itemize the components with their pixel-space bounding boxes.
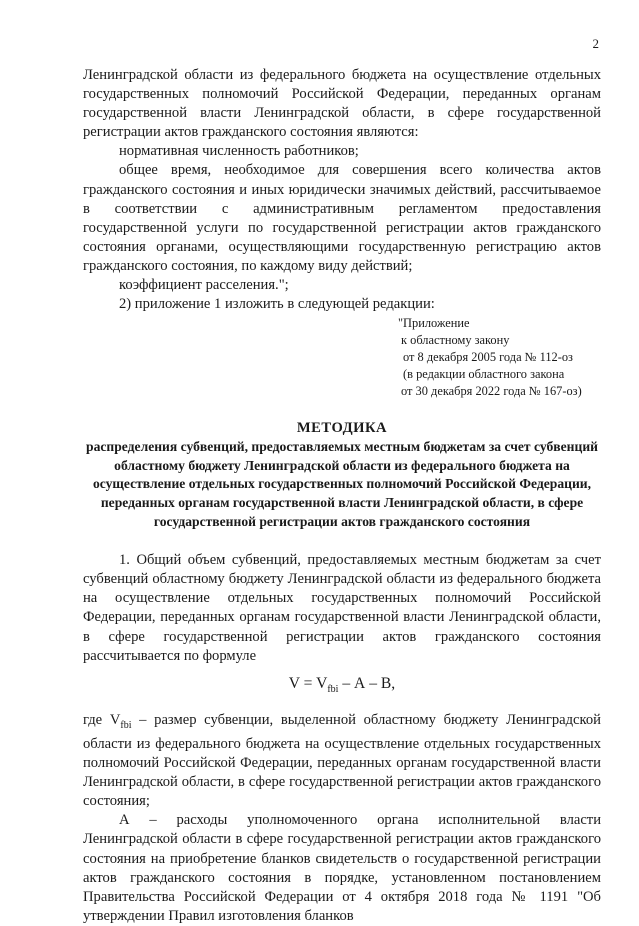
paragraph-1: 1. Общий объем субвенций, предоставляемых местным бюджетам за счет субвенций областному бюджету Ленинградской области из федерального бюджета на осуществление отдельных государственных полномочий Российской Федерации, переданных органам государственной власти Ленинградской области, в сфере государственной регистрации актов гражданского состояния рассчитывается по формуле — [83, 552, 601, 664]
list-item-total-time: общее время, необходимое для совершения всего количества актов гражданского состояния и иных юридически значимых действий, рассчитываемое в соответствии с административным регламентом предоставления государственной услуги по государственной регистрации актов гражданского состояния органами, осуществляющими государственную регистрацию актов гражданского состояния, по каждому виду действий; — [83, 162, 601, 274]
definition-a: А – расходы уполномоченного органа исполнительной власти Ленинградской области в сфере государственной регистрации актов гражданского состояния на приобретение бланков свидетельств о государственной регистрации актов гражданского состояния в порядке, установленном постановлением Правительства Российской Федерации от 4 октября 2018 года № 1191 "Об утверждении Правил изготовления бланков — [83, 812, 601, 924]
annex-line: от 8 декабря 2005 года № 112-оз — [403, 350, 573, 365]
definition-v-fbi — [83, 711, 601, 811]
list-item-settlement-coefficient: коэффициент расселения."; — [119, 277, 289, 294]
formula — [83, 674, 601, 699]
annex-line: от 30 декабря 2022 года № 167-оз) — [401, 384, 582, 399]
title-heading: МЕТОДИКА — [296, 420, 388, 437]
document-title — [83, 419, 601, 438]
page-number: 2 — [592, 36, 599, 51]
definition-prefix: где V — [83, 711, 121, 728]
intro-paragraph: Ленинградской области из федерального бюджета на осуществление отдельных государственных полномочий Российской Федерации, переданных органам государственной власти Ленинградской области, в сфере государственной регистрации актов гражданского состояния являются: — [83, 67, 601, 141]
definition-text: – размер субвенции, выделенной областному бюджету Ленинградской области из федерального бюджета на осуществление отдельных государственных полномочий Российской Федерации, переданных органам государственной власти Ленинградской области, в сфере государственной регистрации актов гражданского состояния; — [83, 711, 601, 810]
list-item-annex-amendment: 2) приложение 1 изложить в следующей редакции: — [119, 296, 435, 313]
annex-line: "Приложение — [398, 316, 470, 331]
annex-line: к областному закону — [401, 333, 510, 348]
formula-left: V = V — [288, 674, 328, 692]
formula-right: – А – В, — [338, 674, 396, 692]
list-item-headcount: нормативная численность работников; — [119, 143, 359, 160]
annex-line: (в редакции областного закона — [403, 367, 565, 382]
definition-subscript: fbi — [120, 719, 132, 731]
formula-subscript: fbi — [327, 683, 339, 695]
title-subtitle: распределения субвенций, предоставляемых местным бюджетам за счет субвенций областному бюджету Ленинградской области из федерального бюджета на осуществление отдельных государственных полномочий Российской Федерации, переданных органам государственной власти Ленинградской области, в сфере государственной регистрации актов гражданского состояния — [86, 439, 598, 529]
document-body — [83, 66, 601, 926]
annex-reference — [398, 315, 601, 400]
